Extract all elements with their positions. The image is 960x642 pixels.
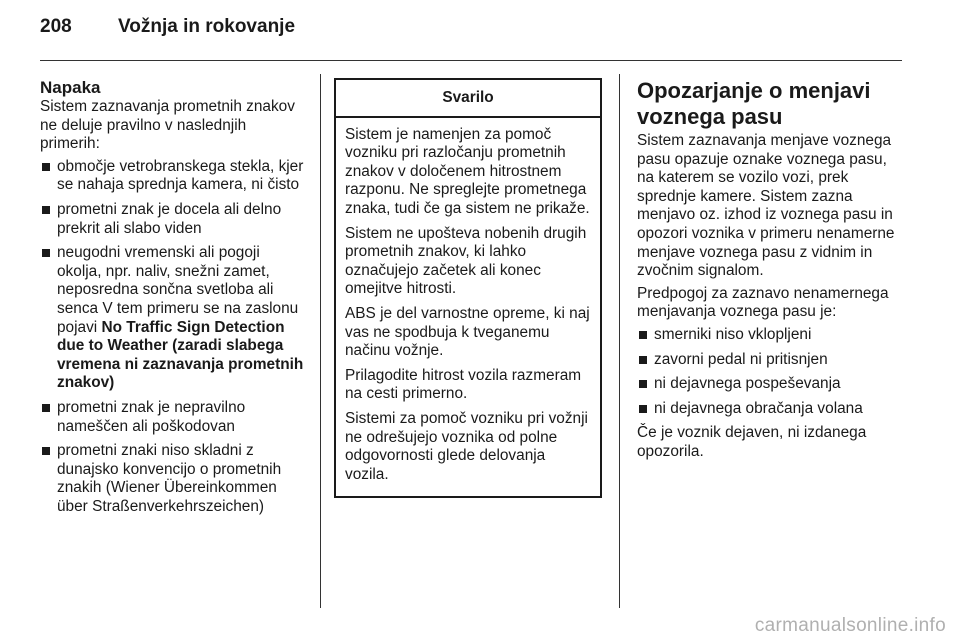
warning-title: Svarilo bbox=[336, 80, 600, 118]
square-bullet-icon bbox=[42, 447, 50, 455]
page-number: 208 bbox=[40, 16, 72, 37]
list-item: zavorni pedal ni pritisnjen bbox=[637, 351, 902, 370]
section-heading-napaka: Napaka bbox=[40, 78, 101, 97]
prerequisite-paragraph: Predpogoj za zaznavo nenamernega menjavanja voznega pasu je: bbox=[637, 284, 889, 321]
square-bullet-icon bbox=[639, 405, 647, 413]
prerequisite-list bbox=[637, 326, 902, 418]
warning-paragraph: Sistem je namenjen za pomoč vozniku pri razločanju prometnih znakov v določenem hitrostnem razponu. Ne spreglejte prometnega znaka, tudi če ga sistem ne prikaže. bbox=[345, 125, 590, 217]
square-bullet-icon bbox=[639, 331, 647, 339]
list-item: prometni znak je docela ali delno prekrit ali slabo viden bbox=[40, 201, 308, 238]
list-item: neugodni vremenski ali pogoji okolja, npr. naliv, snežni zamet, neposredna sončna svetloba ali senca V tem primeru se na zaslonu pojavi No Traffic Sign Detection due to Weather (zaradi slabega vremena ni zaznavanja prometnih znakov) bbox=[40, 244, 308, 393]
page-title: Vožnja in rokovanje bbox=[118, 16, 296, 37]
list-item: smerniki niso vklopljeni bbox=[637, 326, 902, 345]
display-message: No Traffic Sign Detection due to Weather (zaradi slabega vremena ni zaznavanja prometnih znakov) bbox=[57, 318, 304, 392]
column-middle bbox=[334, 78, 602, 498]
square-bullet-icon bbox=[42, 206, 50, 214]
section-heading-lane-departure: Opozarjanje o menjavi voznega pasu bbox=[637, 78, 871, 129]
warning-paragraph: Sistemi za pomoč vozniku pri vožnji ne odrešujejo voznika od polne odgovornosti glede delovanja vozila. bbox=[345, 409, 588, 483]
warning-paragraph: Sistem ne upošteva nobenih drugih prometnih znakov, ki lahko označujejo začetek ali konec omejitve hitrosti. bbox=[345, 224, 587, 298]
description-paragraph: Sistem zaznavanja menjave voznega pasu opazuje oznake voznega pasu, na katerem se vozilo vozi, prek sprednje kamere. Sistem zazna menjavo oz. izhod iz voznega pasu in opozori voznika v primeru nenamerne menjave voznega pasu z vidnim in zvočnim signalom. bbox=[637, 132, 895, 280]
list-item: prometni znaki niso skladni z dunajsko konvencijo o prometnih znakih (Wiener Übereinkommen über Straßenverkehrszeichen) bbox=[40, 442, 308, 516]
column-left bbox=[40, 78, 308, 522]
warning-paragraph: Prilagodite hitrost vozila razmeram na cesti primerno. bbox=[345, 366, 582, 403]
header-rule bbox=[40, 60, 902, 61]
square-bullet-icon bbox=[639, 356, 647, 364]
warning-paragraph: ABS je del varnostne opreme, ki naj vas ne spodbuja k tveganemu načinu vožnje. bbox=[345, 304, 590, 360]
list-item: ni dejavnega pospeševanja bbox=[637, 375, 902, 394]
list-item: območje vetrobranskega stekla, kjer se nahaja sprednja kamera, ni čisto bbox=[40, 158, 308, 195]
column-right bbox=[637, 78, 902, 466]
malfunction-list bbox=[40, 158, 308, 517]
warning-box bbox=[334, 78, 602, 498]
column-divider-right bbox=[619, 74, 620, 608]
square-bullet-icon bbox=[42, 163, 50, 171]
closing-paragraph: Če je voznik dejaven, ni izdanega opozorila. bbox=[637, 424, 867, 460]
column-divider-left bbox=[320, 74, 321, 608]
watermark: carmanualsonline.info bbox=[754, 615, 946, 637]
square-bullet-icon bbox=[42, 404, 50, 412]
warning-body bbox=[336, 118, 600, 497]
list-item: ni dejavnega obračanja volana bbox=[637, 400, 902, 419]
list-item: prometni znak je nepravilno nameščen ali poškodovan bbox=[40, 399, 308, 436]
square-bullet-icon bbox=[639, 380, 647, 388]
intro-paragraph: Sistem zaznavanja prometnih znakov ne deluje pravilno v naslednjih primerih: bbox=[40, 98, 295, 153]
square-bullet-icon bbox=[42, 249, 50, 257]
